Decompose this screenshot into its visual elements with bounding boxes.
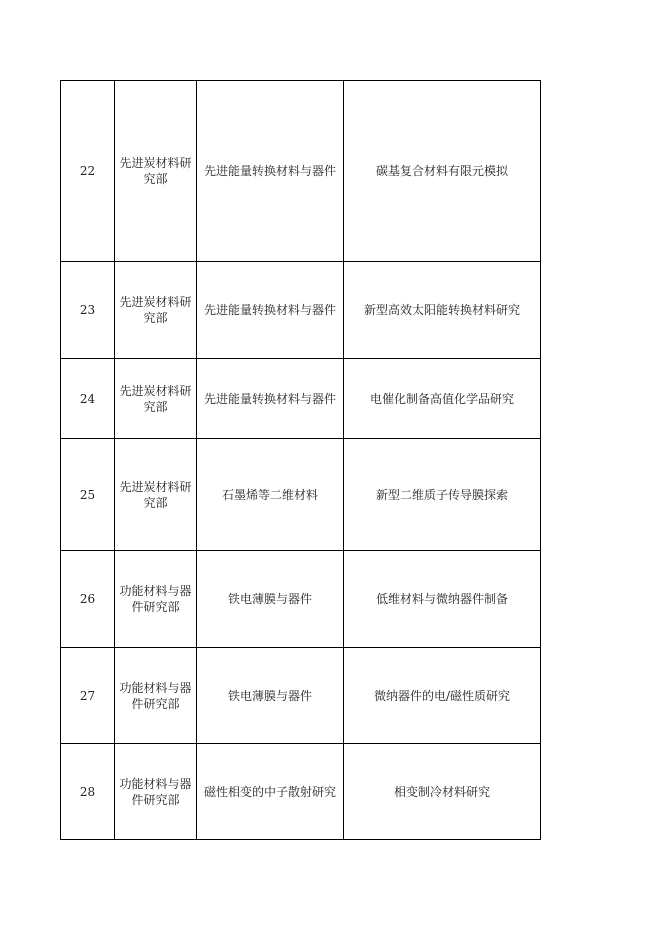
data-table [60, 80, 541, 840]
research-direction-cell: 石墨烯等二维材料 [197, 439, 344, 551]
topic-cell: 低维材料与微纳器件制备 [344, 551, 541, 648]
research-direction-cell: 先进能量转换材料与器件 [197, 262, 344, 359]
department-cell: 先进炭材料研究部 [115, 439, 197, 551]
department-cell: 先进炭材料研究部 [115, 262, 197, 359]
row-number: 23 [61, 262, 115, 359]
table-row [61, 744, 541, 840]
research-direction-cell: 先进能量转换材料与器件 [197, 359, 344, 439]
table-row [61, 551, 541, 648]
row-number: 24 [61, 359, 115, 439]
row-number: 22 [61, 81, 115, 262]
topic-cell: 新型高效太阳能转换材料研究 [344, 262, 541, 359]
row-number: 28 [61, 744, 115, 840]
table-row [61, 359, 541, 439]
research-direction-cell: 铁电薄膜与器件 [197, 648, 344, 744]
department-cell: 功能材料与器件研究部 [115, 648, 197, 744]
department-cell: 功能材料与器件研究部 [115, 744, 197, 840]
row-number: 27 [61, 648, 115, 744]
topic-cell: 微纳器件的电/磁性质研究 [344, 648, 541, 744]
topic-cell: 新型二维质子传导膜探索 [344, 439, 541, 551]
department-cell: 先进炭材料研究部 [115, 359, 197, 439]
table-row [61, 81, 541, 262]
research-direction-cell: 先进能量转换材料与器件 [197, 81, 344, 262]
table-row [61, 439, 541, 551]
table-row [61, 648, 541, 744]
research-direction-cell: 磁性相变的中子散射研究 [197, 744, 344, 840]
research-direction-cell: 铁电薄膜与器件 [197, 551, 344, 648]
department-cell: 先进炭材料研究部 [115, 81, 197, 262]
topic-cell: 相变制冷材料研究 [344, 744, 541, 840]
topic-cell: 电催化制备高值化学品研究 [344, 359, 541, 439]
table-row [61, 262, 541, 359]
topic-cell: 碳基复合材料有限元模拟 [344, 81, 541, 262]
row-number: 25 [61, 439, 115, 551]
department-cell: 功能材料与器件研究部 [115, 551, 197, 648]
row-number: 26 [61, 551, 115, 648]
